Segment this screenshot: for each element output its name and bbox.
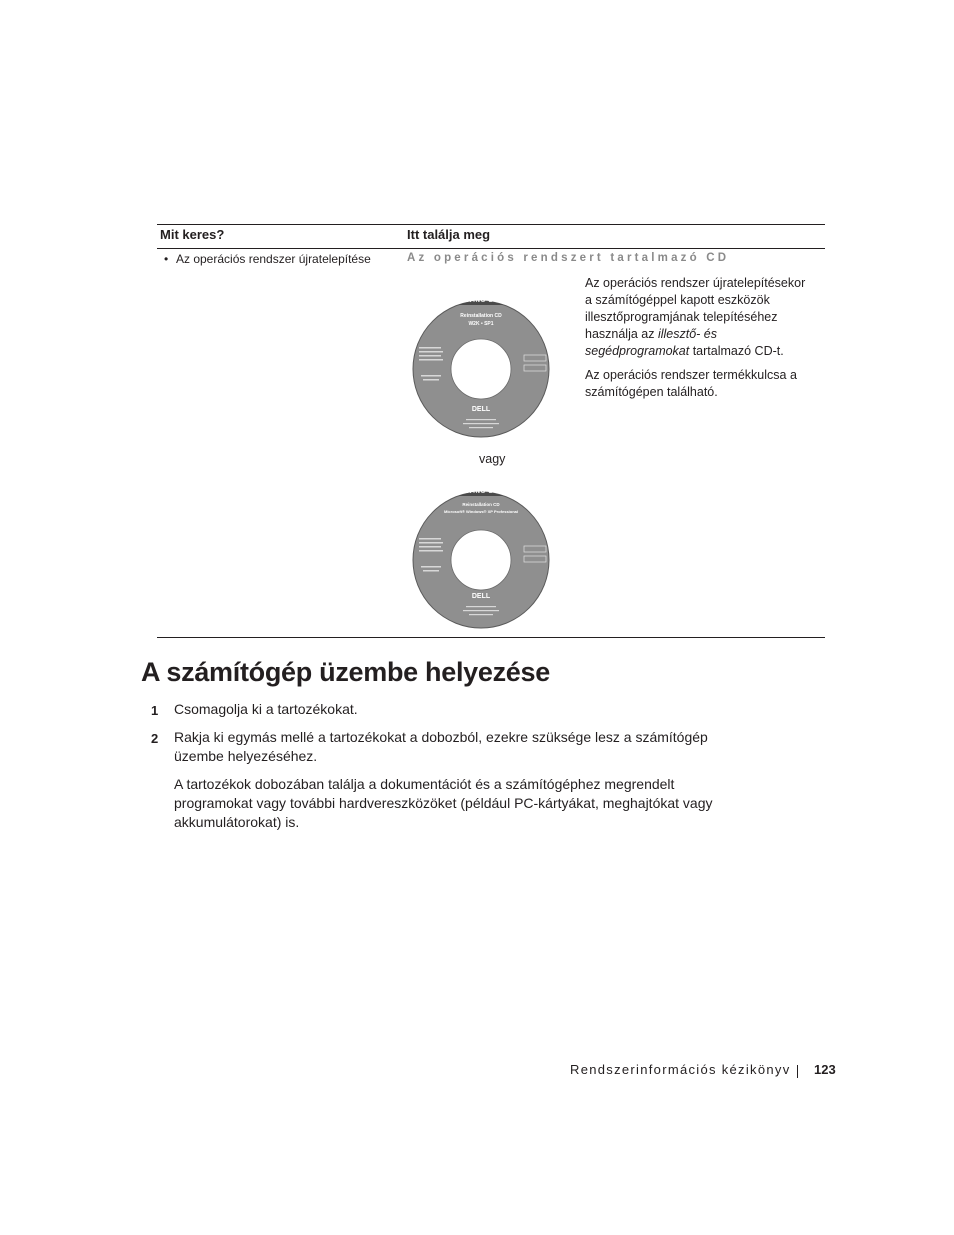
cd-label: OPERATING SYSTEM (444, 298, 518, 304)
dell-logo: DELL (471, 406, 491, 413)
item-text: Az operációs rendszer újratelepítése (176, 252, 371, 266)
step-note: A tartozékok dobozában találja a dokumentációt és a számítógéphez megrendelt programokat vagy további hardvereszközöket (például PC-kártyákat, meghajtókat vagy akkumulátorokat) is. (174, 776, 713, 830)
step-number: 2 (151, 731, 159, 746)
list-item (164, 252, 371, 266)
column-header-what: Mit keres? (160, 227, 225, 242)
cd-image-1 (411, 285, 551, 449)
cd-label: OPERATING SYSTEM (444, 489, 518, 495)
cd-description-2: Az operációs rendszer termékkulcsa a számítógépen található. (585, 368, 797, 399)
cd-description-1: Az operációs rendszer újratelepítésekor a számítógéppel kapott eszközök illesztőprogramjának telepítéséhez használja az illesztő- és segédprogramokat tartalmazó CD-t. (585, 276, 806, 358)
table-header-rule (157, 248, 825, 249)
step-text: Csomagolja ki a tartozékokat. (174, 701, 358, 717)
cd-subtitle: Reinstallation CD (460, 313, 502, 319)
table-top-rule (157, 224, 825, 225)
cd-subtitle-2: Microsoft® Windows® XP Professional (443, 509, 519, 514)
footer-title: Rendszerinformációs kézikönyv (570, 1062, 791, 1077)
step-number: 1 (151, 703, 159, 718)
column-header-where: Itt találja meg (407, 227, 491, 242)
page-number: 123 (814, 1062, 836, 1077)
cd-image-2 (411, 476, 551, 636)
cd-description (585, 275, 815, 360)
footer-separator (797, 1065, 798, 1078)
section-title: A számítógép üzembe helyezése (141, 657, 550, 687)
cd-heading: Az operációs rendszert tartalmazó CD (407, 252, 730, 264)
step-text: Rakja ki egymás mellé a tartozékokat a dobozból, ezekre szüksége lesz a számítógép üzembe helyezéséhez. (174, 729, 708, 764)
cd-subtitle-2: W2K • SP1 (468, 321, 494, 327)
table-bottom-rule (157, 637, 825, 638)
dell-logo: DELL (471, 593, 491, 600)
bullet-icon: • (164, 252, 169, 266)
or-label: vagy (479, 452, 506, 466)
cd-subtitle: Reinstallation CD (462, 502, 500, 507)
